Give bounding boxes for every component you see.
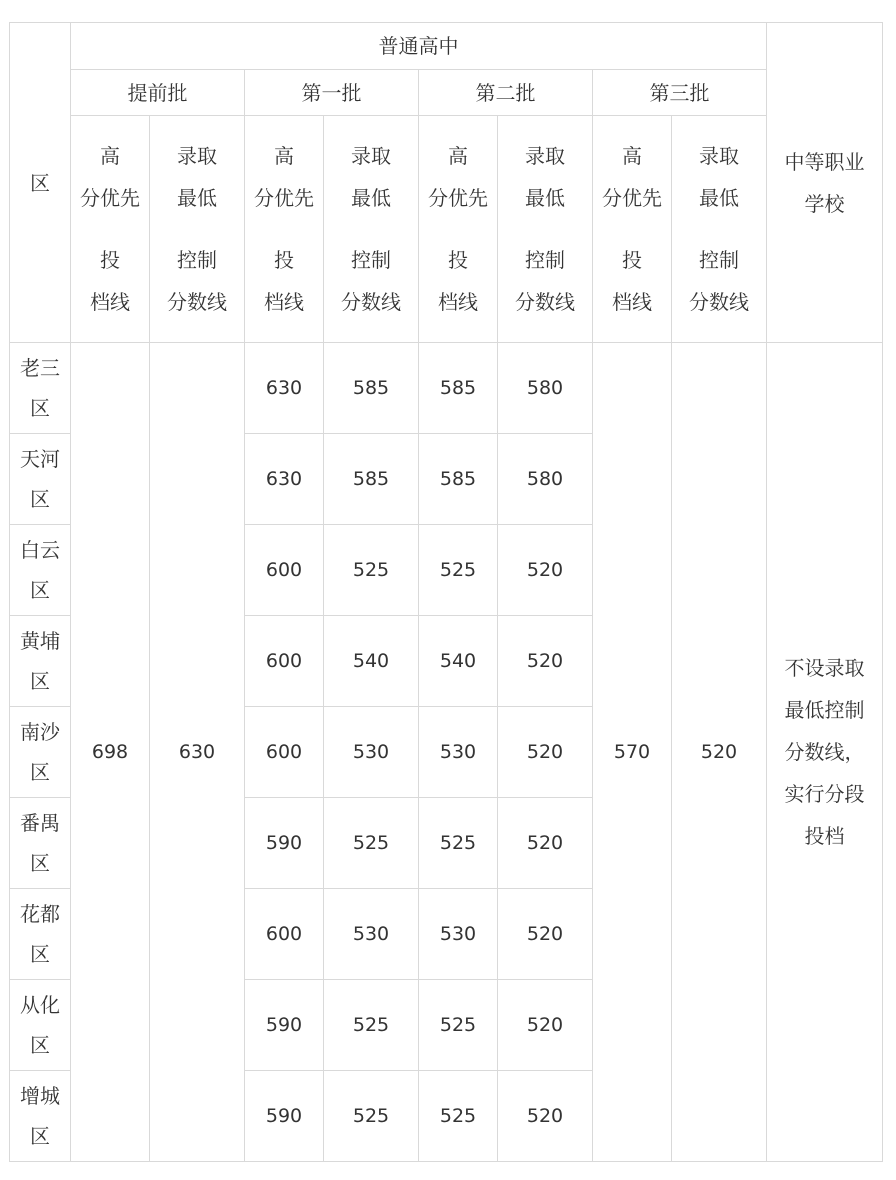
second-batch-high-score: 525	[419, 1071, 498, 1162]
early-batch-min-score: 630	[150, 343, 245, 1162]
subheader-min-control-b: 控制 分数线	[167, 248, 227, 314]
subheader-min-control	[150, 116, 245, 343]
district-cell: 南沙 区	[10, 707, 71, 798]
table-row	[10, 343, 883, 434]
vocational-school-header: 中等职业 学校	[767, 23, 883, 343]
subheader-high-score	[245, 116, 324, 343]
first-batch-high-score: 590	[245, 980, 324, 1071]
district-cell: 番禺 区	[10, 798, 71, 889]
district-header: 区	[10, 23, 71, 343]
second-batch-high-score: 585	[419, 434, 498, 525]
second-batch-high-score: 525	[419, 980, 498, 1071]
district-cell: 从化 区	[10, 980, 71, 1071]
subheader-min-control-a: 录取 最低	[525, 144, 565, 210]
first-batch-high-score: 600	[245, 525, 324, 616]
subheader-min-control-a: 录取 最低	[351, 144, 391, 210]
first-batch-high-score: 600	[245, 616, 324, 707]
second-batch-high-score: 585	[419, 343, 498, 434]
admission-score-table	[9, 22, 883, 1162]
first-batch-high-score: 630	[245, 343, 324, 434]
header-row-top	[10, 23, 883, 70]
batch-header-second: 第二批	[419, 70, 593, 116]
header-row-subcolumns	[10, 116, 883, 343]
second-batch-min-score: 520	[498, 798, 593, 889]
second-batch-min-score: 520	[498, 707, 593, 798]
district-cell: 白云 区	[10, 525, 71, 616]
second-batch-min-score: 580	[498, 343, 593, 434]
subheader-min-control-b: 控制 分数线	[515, 248, 575, 314]
second-batch-min-score: 520	[498, 980, 593, 1071]
district-cell: 花都 区	[10, 889, 71, 980]
subheader-high-score-b: 投 档线	[264, 248, 304, 314]
first-batch-min-score: 525	[324, 1071, 419, 1162]
first-batch-min-score: 585	[324, 343, 419, 434]
subheader-min-control-b: 控制 分数线	[689, 248, 749, 314]
second-batch-min-score: 580	[498, 434, 593, 525]
subheader-high-score-a: 高 分优先	[80, 144, 140, 210]
second-batch-high-score: 540	[419, 616, 498, 707]
second-batch-min-score: 520	[498, 616, 593, 707]
first-batch-min-score: 530	[324, 889, 419, 980]
first-batch-min-score: 525	[324, 980, 419, 1071]
first-batch-min-score: 530	[324, 707, 419, 798]
second-batch-high-score: 525	[419, 798, 498, 889]
first-batch-high-score: 600	[245, 707, 324, 798]
first-batch-min-score: 525	[324, 798, 419, 889]
vocational-note: 不设录取 最低控制 分数线， 实行分段 投档	[767, 343, 883, 1162]
subheader-high-score-a: 高 分优先	[428, 144, 488, 210]
first-batch-min-score: 585	[324, 434, 419, 525]
district-cell: 天河 区	[10, 434, 71, 525]
district-cell: 老三 区	[10, 343, 71, 434]
early-batch-high-score: 698	[71, 343, 150, 1162]
third-batch-min-score: 520	[672, 343, 767, 1162]
subheader-min-control-a: 录取 最低	[177, 144, 217, 210]
header-row-batches	[10, 70, 883, 116]
subheader-high-score-b: 投 档线	[612, 248, 652, 314]
third-batch-high-score: 570	[593, 343, 672, 1162]
first-batch-min-score: 540	[324, 616, 419, 707]
subheader-high-score	[71, 116, 150, 343]
first-batch-high-score: 590	[245, 1071, 324, 1162]
first-batch-high-score: 590	[245, 798, 324, 889]
batch-header-third: 第三批	[593, 70, 767, 116]
subheader-min-control-b: 控制 分数线	[341, 248, 401, 314]
second-batch-high-score: 525	[419, 525, 498, 616]
district-cell: 黄埔 区	[10, 616, 71, 707]
subheader-high-score	[419, 116, 498, 343]
second-batch-min-score: 520	[498, 525, 593, 616]
subheader-high-score	[593, 116, 672, 343]
subheader-high-score-a: 高 分优先	[602, 144, 662, 210]
second-batch-high-score: 530	[419, 707, 498, 798]
district-cell: 增城 区	[10, 1071, 71, 1162]
first-batch-high-score: 600	[245, 889, 324, 980]
second-batch-min-score: 520	[498, 1071, 593, 1162]
subheader-min-control	[672, 116, 767, 343]
second-batch-high-score: 530	[419, 889, 498, 980]
batch-header-early: 提前批	[71, 70, 245, 116]
batch-header-first: 第一批	[245, 70, 419, 116]
general-high-school-header: 普通高中	[71, 23, 767, 70]
subheader-high-score-a: 高 分优先	[254, 144, 314, 210]
subheader-min-control	[498, 116, 593, 343]
first-batch-min-score: 525	[324, 525, 419, 616]
subheader-min-control	[324, 116, 419, 343]
subheader-high-score-b: 投 档线	[90, 248, 130, 314]
subheader-min-control-a: 录取 最低	[699, 144, 739, 210]
second-batch-min-score: 520	[498, 889, 593, 980]
first-batch-high-score: 630	[245, 434, 324, 525]
subheader-high-score-b: 投 档线	[438, 248, 478, 314]
